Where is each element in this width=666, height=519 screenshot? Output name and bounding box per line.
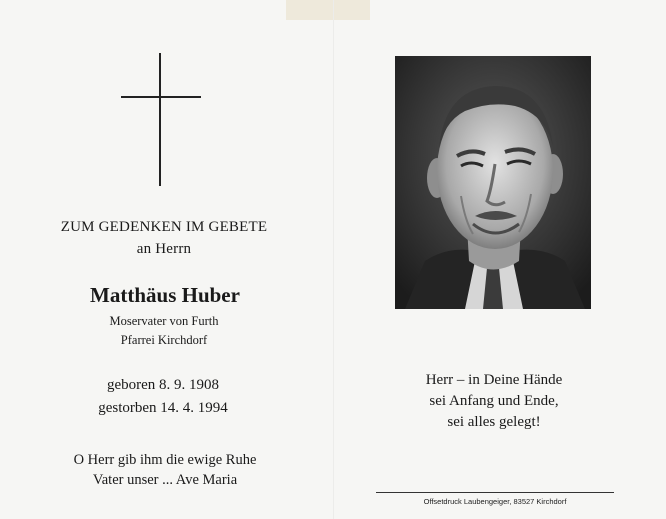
portrait-illustration (395, 56, 591, 309)
deceased-name: Matthäus Huber (90, 283, 240, 307)
footer-divider (376, 492, 614, 493)
prayer-line-2: Vater unser ... Ave Maria (92, 472, 238, 488)
printer-credit: Offsetdruck Laubengeiger, 83527 Kirchdorf (423, 497, 567, 506)
deceased-title: Moservater von Furth (109, 314, 219, 328)
portrait-photo (395, 56, 591, 309)
verse-line-3: sei alles gelegt! (447, 414, 541, 430)
cross-horizontal-bar (121, 96, 201, 98)
cross-icon (121, 53, 201, 186)
birth-date: geboren 8. 9. 1908 (106, 377, 220, 393)
tape-strip (286, 0, 370, 20)
memorial-heading: ZUM GEDENKEN IM GEBETE (60, 219, 268, 235)
verse-line-2: sei Anfang und Ende, (429, 393, 559, 409)
center-fold (333, 0, 334, 519)
parish-line: Pfarrei Kirchdorf (120, 333, 208, 347)
prayer-line-1: O Herr gib ihm die ewige Ruhe (73, 452, 257, 468)
memorial-subheading: an Herrn (136, 241, 192, 257)
verse-line-1: Herr – in Deine Hände (425, 372, 563, 388)
cross-vertical-bar (159, 53, 161, 186)
death-date: gestorben 14. 4. 1994 (98, 400, 228, 416)
